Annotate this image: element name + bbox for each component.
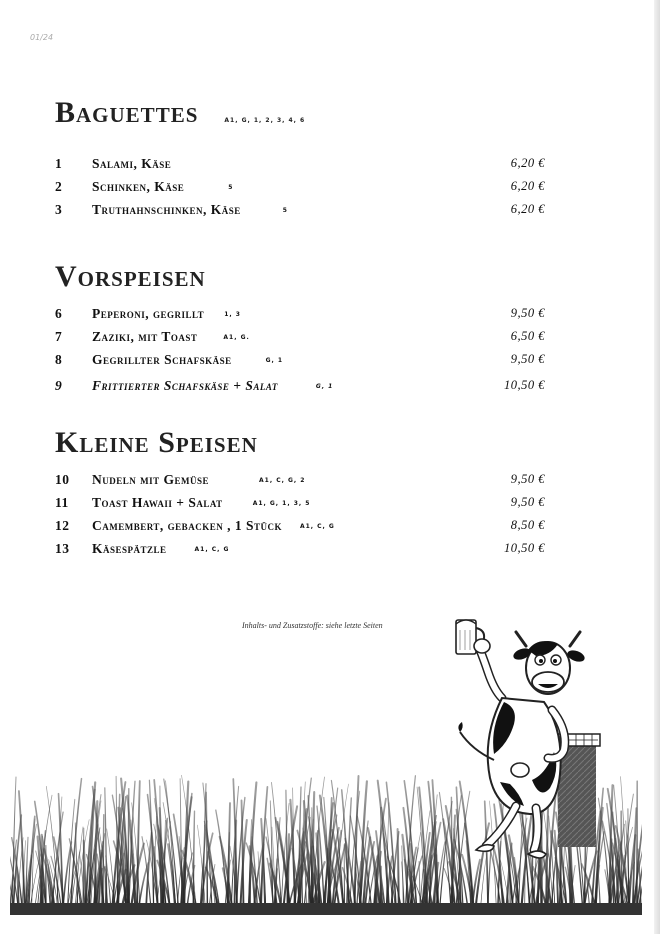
item-allergen-codes: A1, G.: [223, 334, 250, 342]
item-name-wrap: [92, 179, 233, 195]
menu-item: [55, 541, 545, 564]
item-number: 8: [55, 352, 63, 367]
item-name-wrap: [92, 156, 171, 172]
item-number: 6: [55, 306, 63, 321]
item-name-wrap: [92, 541, 229, 557]
item-number: 7: [55, 329, 63, 344]
section-heading: Baguettes: [55, 96, 199, 129]
menu-item: [55, 352, 545, 375]
menu-item: [55, 495, 545, 518]
item-price: 9,50 €: [510, 472, 545, 486]
item-allergen-codes: G, 1: [315, 383, 334, 391]
item-name: Toast Hawaii + Salat: [92, 495, 223, 510]
item-name-wrap: [92, 352, 283, 368]
grass-blade: [398, 829, 399, 910]
item-number: 12: [55, 518, 70, 533]
item-allergen-codes: 1, 3: [224, 311, 241, 319]
item-allergen-codes: A1, C, G: [299, 523, 335, 531]
item-number: 2: [55, 179, 63, 194]
menu-item: [55, 518, 545, 541]
item-name-wrap: [92, 378, 333, 394]
menu-item: [55, 329, 545, 352]
item-list: [55, 156, 545, 225]
item-name: Truthahnschinken, Käse: [92, 202, 241, 217]
item-name: Peperoni, gegrillt: [92, 306, 205, 321]
grass-blade: [402, 846, 404, 910]
item-price: 9,50 €: [510, 352, 545, 366]
section-heading: Vorspeisen: [55, 260, 206, 293]
section-heading: Kleine Speisen: [55, 426, 258, 459]
section-title: [55, 428, 545, 458]
grass-blade: [250, 861, 251, 910]
item-name: Gegrillter Schafskäse: [92, 352, 232, 367]
item-allergen-codes: 5: [228, 184, 234, 192]
item-name-wrap: [92, 495, 310, 511]
item-name-wrap: [92, 472, 305, 488]
item-name: Frittierter Schafskäse + Salat: [92, 378, 278, 393]
item-number: 1: [55, 156, 63, 171]
grass-blade: [83, 828, 84, 910]
item-allergen-codes: A1, C, G, 2: [259, 477, 306, 485]
menu-item: [55, 202, 545, 225]
item-price: 6,50 €: [510, 329, 545, 343]
item-price: 9,50 €: [510, 306, 545, 320]
item-price: 9,50 €: [510, 495, 545, 509]
item-allergen-codes: A1, G, 1, 3, 5: [252, 500, 311, 508]
item-number: 11: [55, 495, 69, 510]
item-number: 13: [55, 541, 70, 556]
menu-item: [55, 179, 545, 202]
item-name-wrap: [92, 202, 288, 218]
menu-item: [55, 472, 545, 495]
section-baguettes: [55, 98, 545, 225]
page-edge: [654, 0, 660, 934]
item-number: 3: [55, 202, 63, 217]
item-name-wrap: [92, 518, 335, 534]
menu-item: [55, 306, 545, 329]
item-number: 10: [55, 472, 70, 487]
item-price: 8,50 €: [510, 518, 545, 532]
menu-item: [55, 378, 545, 401]
section-allergen-codes: A1, G, 1, 2, 3, 4, 6: [224, 117, 306, 124]
item-number: 9: [55, 378, 63, 393]
reference-note: 01/24: [30, 33, 54, 42]
grass-blade: [63, 842, 72, 910]
item-list: [55, 306, 545, 401]
item-allergen-codes: A1, C, G: [194, 546, 230, 554]
cow-icon: [440, 610, 605, 875]
item-allergen-codes: 5: [282, 207, 288, 215]
section-kleine-speisen: [55, 428, 545, 564]
section-vorspeisen: [55, 262, 545, 401]
item-list: [55, 472, 545, 564]
item-name: Camembert, gebacken , 1 Stück: [92, 518, 282, 533]
item-allergen-codes: G, 1: [265, 357, 284, 365]
item-price: 10,50 €: [504, 541, 545, 555]
section-title: [55, 262, 545, 292]
item-name: Nudeln mit Gemüse: [92, 472, 210, 487]
item-price: 10,50 €: [504, 378, 545, 392]
allergen-footnote: Inhalts- und Zusatzstoffe: siehe letzte Seiten: [242, 621, 383, 630]
item-name-wrap: [92, 329, 250, 345]
menu-item: [55, 156, 545, 179]
item-price: 6,20 €: [510, 202, 545, 216]
item-name: Zaziki, mit Toast: [92, 329, 198, 344]
item-price: 6,20 €: [510, 179, 545, 193]
grass-blade: [206, 792, 207, 910]
item-name: Käsespätzle: [92, 541, 167, 556]
item-name-wrap: [92, 306, 241, 322]
item-price: 6,20 €: [510, 156, 545, 170]
grass-blade: [419, 862, 420, 911]
item-name: Schinken, Käse: [92, 179, 185, 194]
section-title: [55, 98, 545, 136]
item-name: Salami, Käse: [92, 156, 172, 171]
